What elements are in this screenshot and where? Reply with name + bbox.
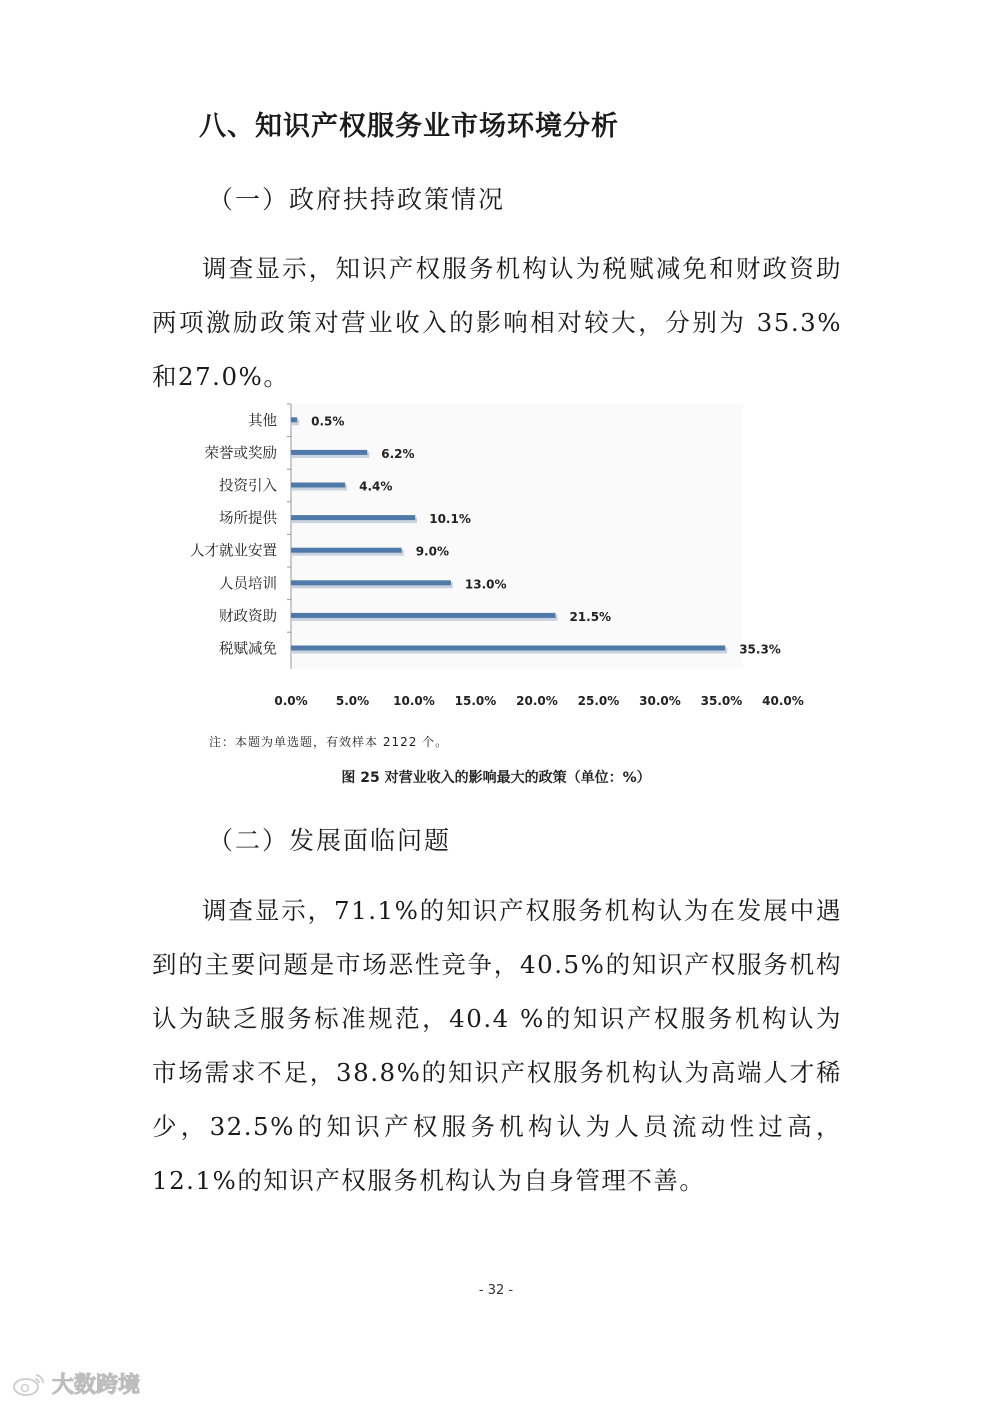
paragraph-policy: 调查显示，知识产权服务机构认为税赋减免和财政资助两项激励政策对营业收入的影响相对较大，分别为 35.3%和27.0%。 xyxy=(152,254,842,391)
category-label: 场所提供 xyxy=(219,511,277,528)
category-label: 人才就业安置 xyxy=(190,543,277,560)
x-tick-label: 35.0% xyxy=(700,693,743,708)
watermark xyxy=(12,1368,140,1399)
plot-area xyxy=(291,404,743,669)
page-number: - 32 - xyxy=(478,1283,514,1298)
chart-caption: 图 25 对营业收入的影响最大的政策（单位：%） xyxy=(341,770,651,786)
x-tick-label: 0.0% xyxy=(274,693,308,708)
x-tick-label: 30.0% xyxy=(639,693,681,708)
value-label: 6.2% xyxy=(381,446,415,461)
bar xyxy=(291,483,345,488)
bar xyxy=(291,548,402,553)
bar xyxy=(291,613,555,618)
x-tick-label: 10.0% xyxy=(393,693,435,708)
category-label: 其他 xyxy=(248,413,277,430)
watermark-text: 大数跨境 xyxy=(52,1373,141,1398)
x-tick-label: 25.0% xyxy=(577,693,620,708)
value-label: 9.0% xyxy=(415,544,449,559)
x-tick-label: 15.0% xyxy=(454,693,497,708)
category-label: 人员培训 xyxy=(219,576,277,593)
value-label: 4.4% xyxy=(359,479,393,494)
category-label: 投资引入 xyxy=(219,478,277,495)
bar xyxy=(291,646,725,651)
x-tick-label: 40.0% xyxy=(762,693,804,708)
chart-note: 注：本题为单选题，有效样本 2122 个。 xyxy=(209,735,449,749)
bar xyxy=(291,417,297,422)
subsection-title-problems: （二）发展面临问题 xyxy=(208,826,452,855)
value-label: 21.5% xyxy=(569,609,612,624)
paragraph-problems: 调查显示，71.1%的知识产权服务机构认为在发展中遇到的主要问题是市场恶性竞争，40.5%的知识产权服务机构认为缺乏服务标准规范，40.4 %的知识产权服务机构认为市场需求不足，38.8%的知识产权服务机构认为高端人才稀少，32.5%的知识产权服务机构认为人员流动性过高，12.1%的知识产权服务机构认为自身管理不善。 xyxy=(152,896,842,1195)
bar xyxy=(291,580,451,585)
weibo-logo-icon xyxy=(12,1371,46,1397)
bar xyxy=(291,450,367,455)
value-label: 35.3% xyxy=(739,642,781,657)
value-label: 13.0% xyxy=(464,577,507,592)
subsection-title-policy: （一）政府扶持政策情况 xyxy=(208,185,506,214)
category-label: 税赋减免 xyxy=(219,641,277,658)
x-tick-label: 20.0% xyxy=(516,693,558,708)
section-title: 八、知识产权服务业市场环境分析 xyxy=(199,111,619,142)
category-label: 财政资助 xyxy=(219,608,277,625)
bar xyxy=(291,515,415,520)
x-tick-label: 5.0% xyxy=(335,693,370,708)
value-label: 10.1% xyxy=(429,512,471,527)
value-label: 0.5% xyxy=(311,414,345,429)
policy-bar-chart xyxy=(170,398,830,708)
category-label: 荣誉或奖励 xyxy=(204,445,277,462)
